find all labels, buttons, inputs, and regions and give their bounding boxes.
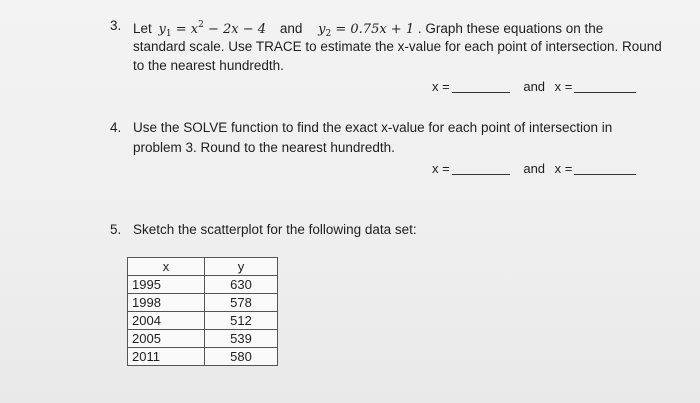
answer-and: and: [523, 161, 546, 176]
question-4-line-2: problem 3. Round to the nearest hundredth.: [133, 140, 395, 155]
question-3-line-1-tail: . Graph these equations on the: [417, 21, 604, 36]
and-word: and: [279, 21, 303, 36]
y1-symbol: y: [158, 22, 166, 37]
answer-x1-label: x =: [432, 79, 450, 94]
cell-x: 2011: [128, 348, 205, 366]
cell-x: 1995: [128, 276, 205, 294]
answer-and: and: [523, 79, 546, 94]
table-row: [128, 276, 278, 294]
y1-rest: − 2x − 4: [203, 22, 267, 37]
cell-y: 512: [205, 312, 278, 330]
let-word: Let: [133, 21, 152, 36]
table-row: [128, 312, 278, 330]
table-row: [128, 348, 278, 366]
question-5-number: 5.: [110, 222, 122, 237]
table-header-row: [128, 258, 278, 276]
question-4-number: 4.: [110, 120, 122, 135]
y2-equals: = 0.75x + 1: [335, 22, 415, 37]
y2-subscript: 2: [325, 29, 332, 39]
cell-x: 2004: [128, 312, 205, 330]
question-3-number: 3.: [110, 18, 122, 33]
y2-symbol: y: [318, 22, 326, 37]
answer-x1-label: x =: [432, 161, 450, 176]
data-table: [127, 257, 278, 366]
table-row: [128, 294, 278, 312]
column-header-x: x: [128, 258, 205, 276]
question-3-line-2: standard scale. Use TRACE to estimate the x-value for each point of intersection. Round: [133, 39, 662, 54]
question-5-text: Sketch the scatterplot for the following data set:: [133, 222, 417, 237]
cell-y: 539: [205, 330, 278, 348]
y1-exponent: 2: [198, 20, 204, 30]
question-3-line-3: to the nearest hundredth.: [133, 58, 284, 73]
cell-y: 630: [205, 276, 278, 294]
answer-x2-label: x =: [554, 161, 573, 176]
question-4-line-1: Use the SOLVE function to find the exact x-value for each point of intersection in: [133, 120, 613, 135]
answer-x2-label: x =: [554, 79, 573, 94]
y1-equals: = x: [175, 22, 199, 37]
cell-y: 580: [205, 348, 278, 366]
table-row: [128, 330, 278, 348]
y1-subscript: 1: [165, 29, 172, 39]
cell-x: 2005: [128, 330, 205, 348]
cell-y: 578: [205, 294, 278, 312]
column-header-y: y: [205, 258, 278, 276]
cell-x: 1998: [128, 294, 205, 312]
